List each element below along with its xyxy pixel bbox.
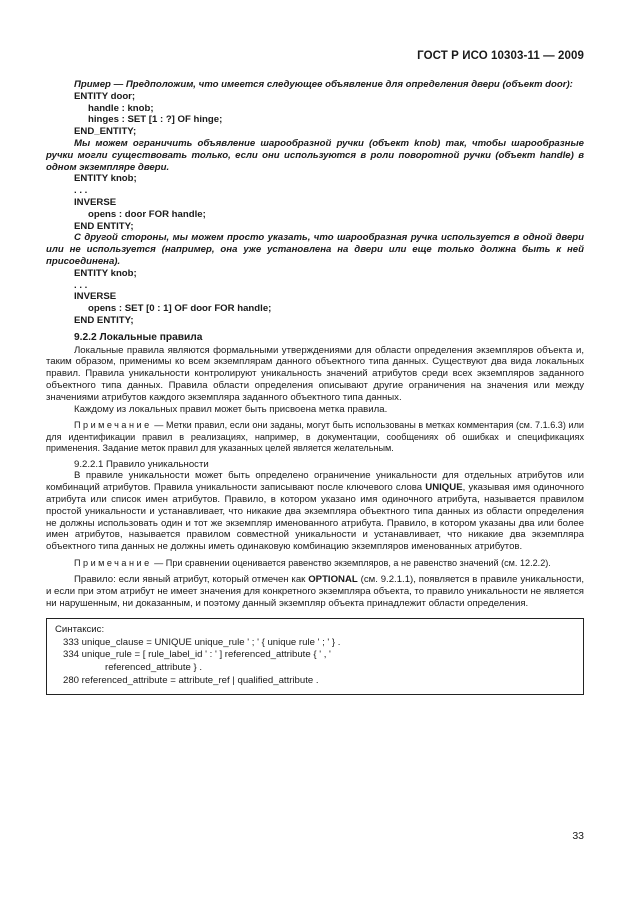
- syntax-line: 334 unique_rule = [ rule_label_id ' : ' ] referenced_attribute { ' , ': [63, 649, 331, 661]
- code-line: handle : knob;: [88, 102, 154, 114]
- syntax-line: referenced_attribute } .: [105, 662, 203, 674]
- note-paragraph: [46, 558, 584, 569]
- example-2-intro: Мы можем ограничить объявление шарообразной ручки (объект knob) так, чтобы шарообразные ручки могли существовать только, если они используются в роли поворотной ручки (объект handle) в одном экземпляре двери.: [46, 137, 584, 173]
- example-3-intro: С другой стороны, мы можем просто указать, что шарообразная ручка используется в одной двери или не используется (например, она уже установлена на двери или еще только должна быть к ней присоединена).: [46, 232, 584, 267]
- example-3-code: [46, 268, 584, 327]
- paragraph: [46, 470, 584, 553]
- example-1-code: [46, 91, 584, 138]
- syntax-title: Синтаксис:: [55, 623, 105, 635]
- code-line: ENTITY knob;: [74, 267, 137, 279]
- example-1-intro: Пример — Предположим, что имеется следующее объявление для определения двери (объект door):: [74, 79, 573, 90]
- code-line: hinges : SET [1 : ?] OF hinge;: [88, 114, 223, 126]
- note-label: Примечание: [74, 557, 152, 568]
- note-text: — Метки правил, если они заданы, могут быть использованы в метках комментария (см. 7.1.6.3) или для идентификации правил в реализациях, например, в документации, сообщениях об ошибках и спецификациях применения. Задание меток правил для указанных целей является желательным.: [46, 420, 584, 454]
- code-line: ENTITY knob;: [74, 173, 137, 185]
- keyword-optional: OPTIONAL: [308, 574, 358, 586]
- note-paragraph: [46, 420, 584, 454]
- syntax-line: 280 referenced_attribute = attribute_ref | qualified_attribute .: [63, 674, 319, 686]
- paragraph: Локальные правила являются формальными утверждениями для области определения экземпляров объекта и, таким образом, применимы ко всем экземплярам данного объектного типа данных. Существуют два вида локальных правил. Правила уникальности контролируют уникальность значений атрибутов среди всех экземпляров заданного объектного типа данных. Правила области определения описывают другие ограничения на значения или между значениями атрибутов каждого экземпляра заданного объектного типа данных.: [46, 344, 584, 403]
- code-line: END ENTITY;: [74, 220, 134, 232]
- code-line: ENTITY door;: [74, 90, 136, 102]
- page-content: [46, 79, 584, 695]
- code-line: . . .: [74, 185, 88, 197]
- section-heading: 9.2.2 Локальные правила: [74, 331, 203, 343]
- text-run: (см. 9.2.1.1), появляется в правиле уникальности, и если при этом атрибут не имеет значения для конкретного экземпляра объекта, то правило уникальности не является ни нарушенным, ни доказанным, и поэтому данный экземпляр объекта принадлежит области определения.: [46, 574, 584, 609]
- standard-header: ГОСТ Р ИСО 10303-11 — 2009: [417, 50, 584, 62]
- text-run: , указывая имя одиночного атрибута или список имен атрибутов. Правило, в котором указано имя одиночного атрибута, называется правилом простой уникальности и устанавливает, что никакие два экземпляра объектного типа данных из области определения не должны использовать один и тот же экземпляр именованного атрибута. Правило, в котором указаны два или более имен атрибутов, называется правилом совместной уникальности и устанавливает, что никакие два экземпляра объектного типа данных не должны иметь одинаковую комбинацию экземпляров именованных атрибутов.: [46, 482, 584, 553]
- subsection-heading: 9.2.2.1 Правило уникальности: [74, 458, 209, 470]
- code-line: opens : door FOR handle;: [88, 208, 206, 220]
- example-2-code: [46, 173, 584, 232]
- code-line: . . .: [74, 279, 88, 291]
- code-line: INVERSE: [74, 196, 117, 208]
- code-line: END ENTITY;: [74, 314, 134, 326]
- note-text: — При сравнении оценивается равенство экземпляров, а не равенство значений (см. 12.2.2).: [151, 557, 551, 568]
- code-line: END_ENTITY;: [74, 126, 137, 138]
- page-number: 33: [572, 830, 584, 842]
- paragraph: [46, 574, 584, 609]
- syntax-box: [46, 618, 584, 695]
- paragraph: Каждому из локальных правил может быть присвоена метка правила.: [74, 403, 388, 415]
- keyword-unique: UNIQUE: [425, 482, 463, 494]
- code-line: INVERSE: [74, 291, 117, 303]
- text-run: Правило: если явный атрибут, который отмечен как: [74, 574, 309, 586]
- code-line: opens : SET [0 : 1] OF door FOR handle;: [88, 303, 272, 315]
- note-label: Примечание: [74, 420, 152, 431]
- syntax-line: 333 unique_clause = UNIQUE unique_rule ' ; ' { unique rule ' ; ' } .: [63, 636, 341, 648]
- text-run: В правиле уникальности может быть определено ограничение уникальности для отдельных атрибутов или комбинаций атрибутов. Правила уникальности записывают после ключевого слова: [46, 470, 584, 494]
